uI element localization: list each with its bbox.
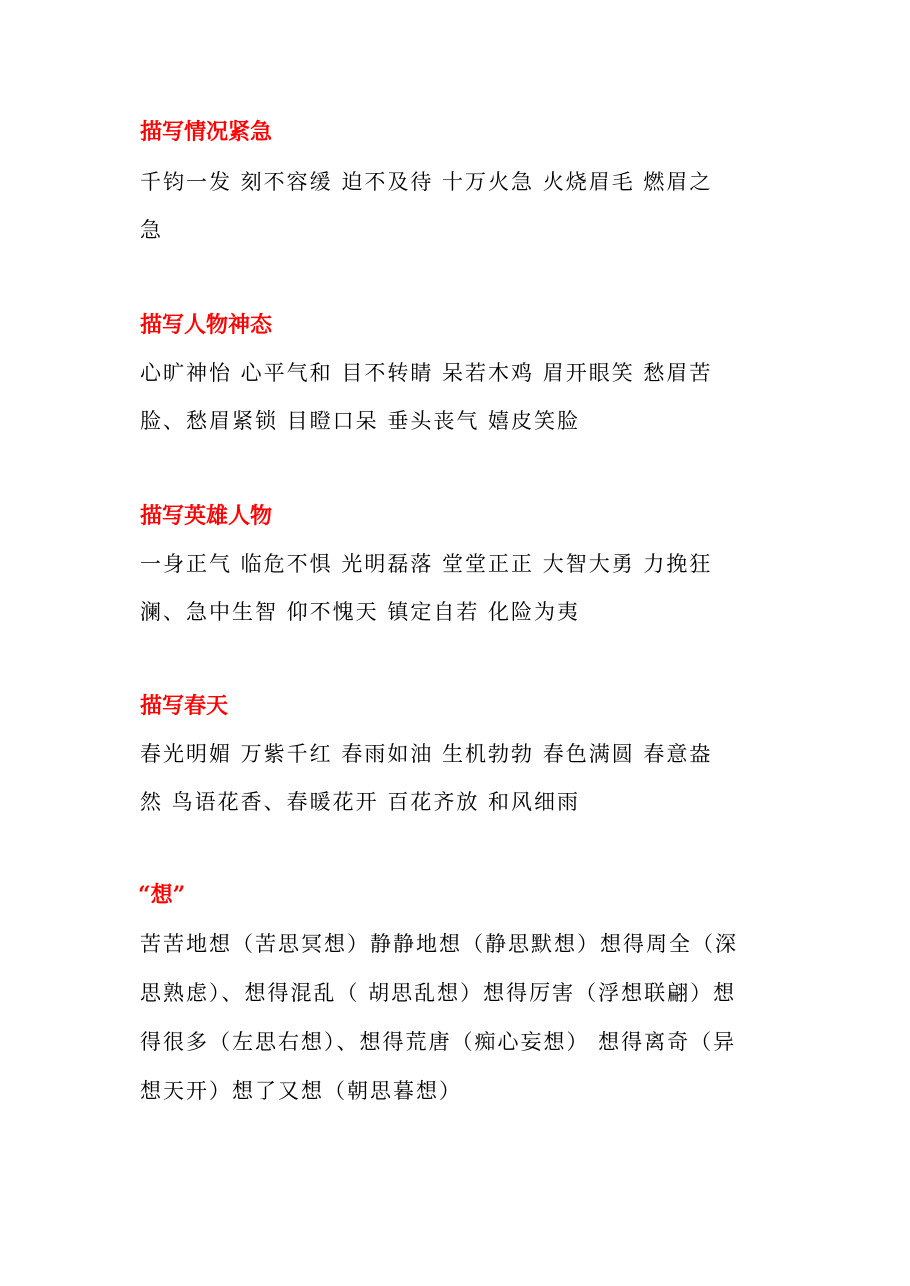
body-line: 春光明媚 万紫千红 春雨如油 生机勃勃 春色满圆 春意盎: [140, 742, 713, 766]
section-body: [140, 540, 780, 636]
body-line: 得很多（左思右想）、想得荒唐（痴心妄想） 想得离奇（异: [140, 1030, 737, 1054]
section-body: [140, 349, 780, 445]
body-line: 一身正气 临危不惧 光明磊落 堂堂正正 大智大勇 力挽狂: [140, 552, 713, 576]
body-line: 然 鸟语花香、春暖花开 百花齐放 和风细雨: [140, 790, 581, 814]
section-heading: “想”: [138, 882, 186, 908]
body-line: 急: [140, 218, 163, 242]
section-heading: 描写情况紧急: [140, 119, 273, 145]
body-line: 脸、愁眉紧锁 目瞪口呆 垂头丧气 嬉皮笑脸: [140, 409, 581, 433]
body-line: 澜、急中生智 仰不愧天 镇定自若 化险为夷: [140, 600, 581, 624]
section-body: [140, 730, 780, 826]
section-heading: 描写英雄人物: [140, 503, 273, 529]
body-line: 苦苦地想（苦思冥想）静静地想（静思默想）想得周全（深: [140, 932, 738, 956]
section-body: [140, 158, 780, 254]
section-heading: 描写春天: [140, 693, 229, 719]
body-line: 千钧一发 刻不容缓 迫不及待 十万火急 火烧眉毛 燃眉之: [140, 170, 713, 194]
body-line: 思熟虑）、想得混乱（ 胡思乱想）想得厉害（浮想联翩）想: [140, 981, 737, 1005]
section-heading: 描写人物神态: [140, 312, 273, 338]
body-line: 心旷神怡 心平气和 目不转睛 呆若木鸡 眉开眼笑 愁眉苦: [140, 361, 713, 385]
body-line: 想天开）想了又想（朝思暮想）: [140, 1079, 462, 1103]
section-body: [140, 920, 780, 1116]
